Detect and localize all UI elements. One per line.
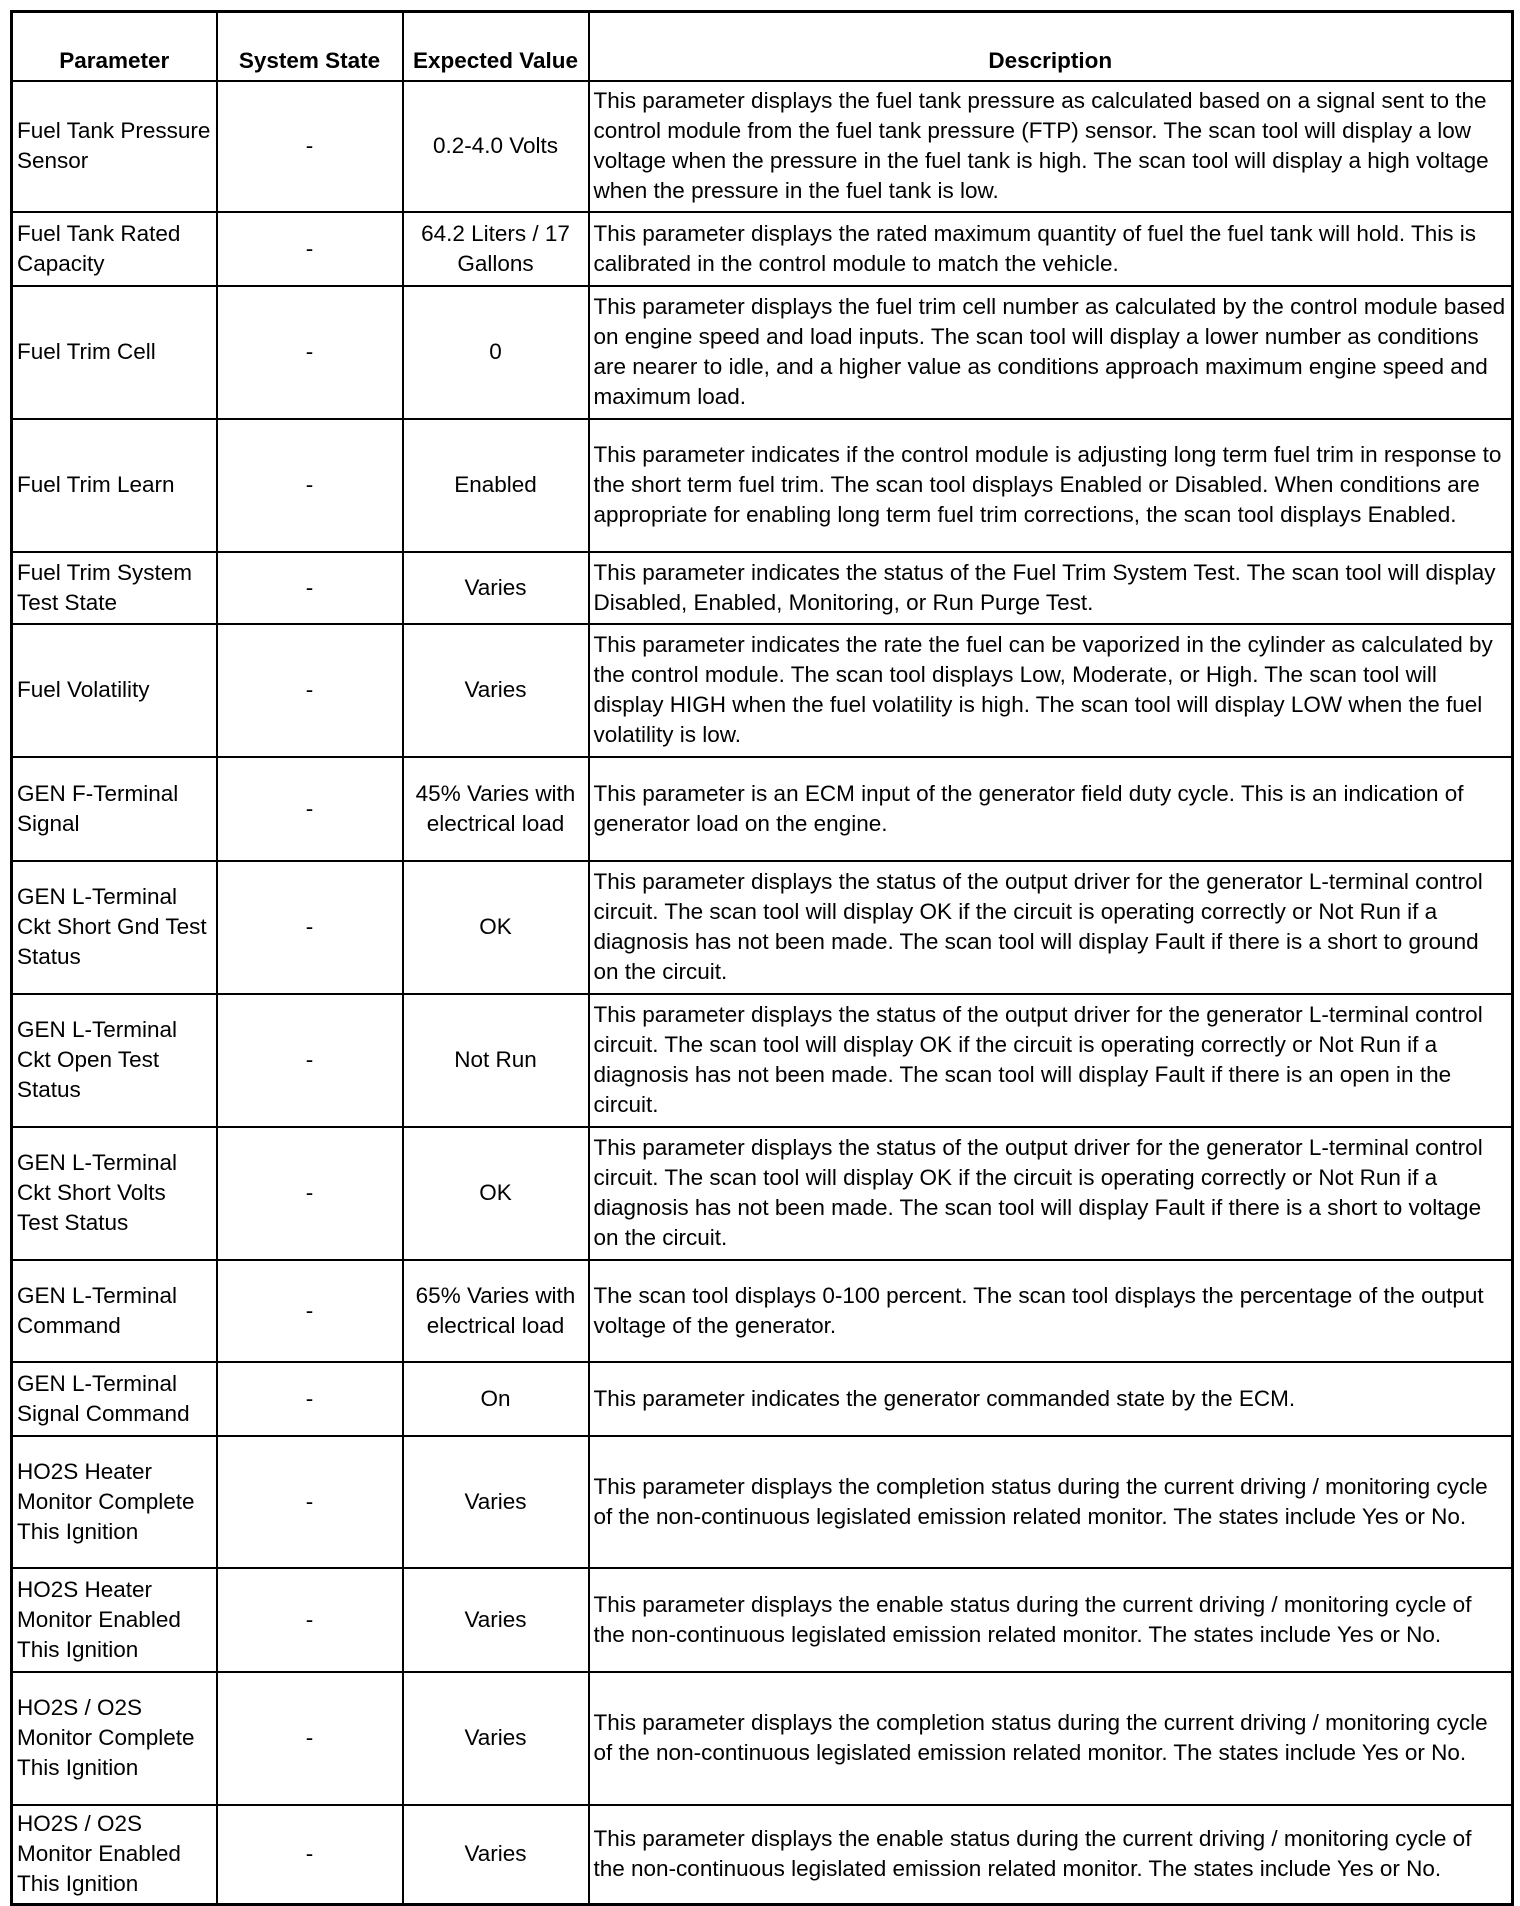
description-cell: This parameter indicates the generator commanded state by the ECM. <box>589 1362 1513 1436</box>
description-cell: This parameter indicates if the control module is adjusting long term fuel trim in response to the short term fuel trim. The scan tool displays Enabled or Disabled. When conditions are appropriate for enabling long term fuel trim corrections, the scan tool displays Enabled. <box>589 419 1513 552</box>
expected-value-cell: Varies <box>403 1436 589 1568</box>
description-cell: This parameter displays the fuel trim cell number as calculated by the control module based on engine speed and load inputs. The scan tool will display a lower number as conditions are nearer to idle, and a higher value as conditions approach maximum engine speed and maximum load. <box>589 286 1513 419</box>
expected-value-cell: Varies <box>403 1568 589 1672</box>
table-row <box>12 757 1513 861</box>
description-cell: This parameter displays the enable status during the current driving / monitoring cycle of the non-continuous legislated emission related monitor. The states include Yes or No. <box>589 1805 1513 1905</box>
description-cell: This parameter displays the status of the output driver for the generator L-terminal control circuit. The scan tool will display OK if the circuit is operating correctly or Not Run if a diagnosis has not been made. The scan tool will display Fault if there is an open in the circuit. <box>589 994 1513 1127</box>
description-cell: This parameter indicates the rate the fuel can be vaporized in the cylinder as calculated by the control module. The scan tool displays Low, Moderate, or High. The scan tool will display HIGH when the fuel volatility is high. The scan tool will display LOW when the fuel volatility is low. <box>589 624 1513 757</box>
expected-value-cell: 65% Varies with electrical load <box>403 1260 589 1362</box>
parameter-table <box>10 10 1514 1906</box>
table-row <box>12 1127 1513 1260</box>
system-state-cell: - <box>217 1568 403 1672</box>
table-row <box>12 1568 1513 1672</box>
description-cell: This parameter displays the completion status during the current driving / monitoring cycle of the non-continuous legislated emission related monitor. The states include Yes or No. <box>589 1436 1513 1568</box>
description-cell: This parameter indicates the status of the Fuel Trim System Test. The scan tool will display Disabled, Enabled, Monitoring, or Run Purge Test. <box>589 552 1513 624</box>
parameter-cell: GEN L-Terminal Ckt Open Test Status <box>12 994 217 1127</box>
table-row <box>12 1436 1513 1568</box>
parameter-cell: Fuel Volatility <box>12 624 217 757</box>
system-state-cell: - <box>217 1362 403 1436</box>
description-cell: This parameter displays the status of the output driver for the generator L-terminal control circuit. The scan tool will display OK if the circuit is operating correctly or Not Run if a diagnosis has not been made. The scan tool will display Fault if there is a short to voltage on the circuit. <box>589 1127 1513 1260</box>
expected-value-cell: Varies <box>403 624 589 757</box>
description-cell: This parameter displays the rated maximum quantity of fuel the fuel tank will hold. This is calibrated in the control module to match the vehicle. <box>589 212 1513 286</box>
description-cell: This parameter displays the enable status during the current driving / monitoring cycle of the non-continuous legislated emission related monitor. The states include Yes or No. <box>589 1568 1513 1672</box>
system-state-cell: - <box>217 552 403 624</box>
system-state-cell: - <box>217 419 403 552</box>
table-row <box>12 1260 1513 1362</box>
expected-value-cell: Varies <box>403 552 589 624</box>
system-state-cell: - <box>217 81 403 212</box>
parameter-cell: HO2S Heater Monitor Enabled This Ignition <box>12 1568 217 1672</box>
system-state-cell: - <box>217 1436 403 1568</box>
table-row <box>12 1805 1513 1905</box>
parameter-cell: Fuel Tank Pressure Sensor <box>12 81 217 212</box>
parameter-cell: GEN F-Terminal Signal <box>12 757 217 861</box>
header-expected-value: Expected Value <box>403 12 589 81</box>
system-state-cell: - <box>217 212 403 286</box>
table-row <box>12 552 1513 624</box>
table-row <box>12 624 1513 757</box>
parameter-cell: GEN L-Terminal Signal Command <box>12 1362 217 1436</box>
table-row <box>12 419 1513 552</box>
system-state-cell: - <box>217 1672 403 1805</box>
header-parameter: Parameter <box>12 12 217 81</box>
parameter-cell: Fuel Trim Cell <box>12 286 217 419</box>
parameter-cell: HO2S Heater Monitor Complete This Ignition <box>12 1436 217 1568</box>
expected-value-cell: Enabled <box>403 419 589 552</box>
header-description: Description <box>589 12 1513 81</box>
system-state-cell: - <box>217 624 403 757</box>
table-row <box>12 1362 1513 1436</box>
parameter-cell: HO2S / O2S Monitor Complete This Ignition <box>12 1672 217 1805</box>
expected-value-cell: OK <box>403 861 589 994</box>
description-cell: This parameter is an ECM input of the generator field duty cycle. This is an indication of generator load on the engine. <box>589 757 1513 861</box>
system-state-cell: - <box>217 1127 403 1260</box>
table-row <box>12 81 1513 212</box>
system-state-cell: - <box>217 994 403 1127</box>
table-row <box>12 1672 1513 1805</box>
expected-value-cell: 64.2 Liters / 17 Gallons <box>403 212 589 286</box>
expected-value-cell: On <box>403 1362 589 1436</box>
table-row <box>12 861 1513 994</box>
parameter-cell: HO2S / O2S Monitor Enabled This Ignition <box>12 1805 217 1905</box>
expected-value-cell: 0.2-4.0 Volts <box>403 81 589 212</box>
expected-value-cell: Varies <box>403 1672 589 1805</box>
expected-value-cell: 0 <box>403 286 589 419</box>
table-row <box>12 994 1513 1127</box>
expected-value-cell: Varies <box>403 1805 589 1905</box>
system-state-cell: - <box>217 1805 403 1905</box>
description-cell: This parameter displays the completion status during the current driving / monitoring cycle of the non-continuous legislated emission related monitor. The states include Yes or No. <box>589 1672 1513 1805</box>
table-row <box>12 286 1513 419</box>
description-cell: The scan tool displays 0-100 percent. The scan tool displays the percentage of the output voltage of the generator. <box>589 1260 1513 1362</box>
parameter-cell: GEN L-Terminal Ckt Short Gnd Test Status <box>12 861 217 994</box>
expected-value-cell: Not Run <box>403 994 589 1127</box>
table-row <box>12 212 1513 286</box>
system-state-cell: - <box>217 286 403 419</box>
parameter-cell: GEN L-Terminal Command <box>12 1260 217 1362</box>
expected-value-cell: OK <box>403 1127 589 1260</box>
description-cell: This parameter displays the fuel tank pressure as calculated based on a signal sent to the control module from the fuel tank pressure (FTP) sensor. The scan tool will display a low voltage when the pressure in the fuel tank is high. The scan tool will display a high voltage when the pressure in the fuel tank is low. <box>589 81 1513 212</box>
expected-value-cell: 45% Varies with electrical load <box>403 757 589 861</box>
system-state-cell: - <box>217 861 403 994</box>
parameter-cell: Fuel Tank Rated Capacity <box>12 212 217 286</box>
parameter-cell: GEN L-Terminal Ckt Short Volts Test Status <box>12 1127 217 1260</box>
parameter-cell: Fuel Trim System Test State <box>12 552 217 624</box>
system-state-cell: - <box>217 757 403 861</box>
header-system-state: System State <box>217 12 403 81</box>
header-row <box>12 12 1513 81</box>
description-cell: This parameter displays the status of the output driver for the generator L-terminal control circuit. The scan tool will display OK if the circuit is operating correctly or Not Run if a diagnosis has not been made. The scan tool will display Fault if there is a short to ground on the circuit. <box>589 861 1513 994</box>
system-state-cell: - <box>217 1260 403 1362</box>
parameter-cell: Fuel Trim Learn <box>12 419 217 552</box>
